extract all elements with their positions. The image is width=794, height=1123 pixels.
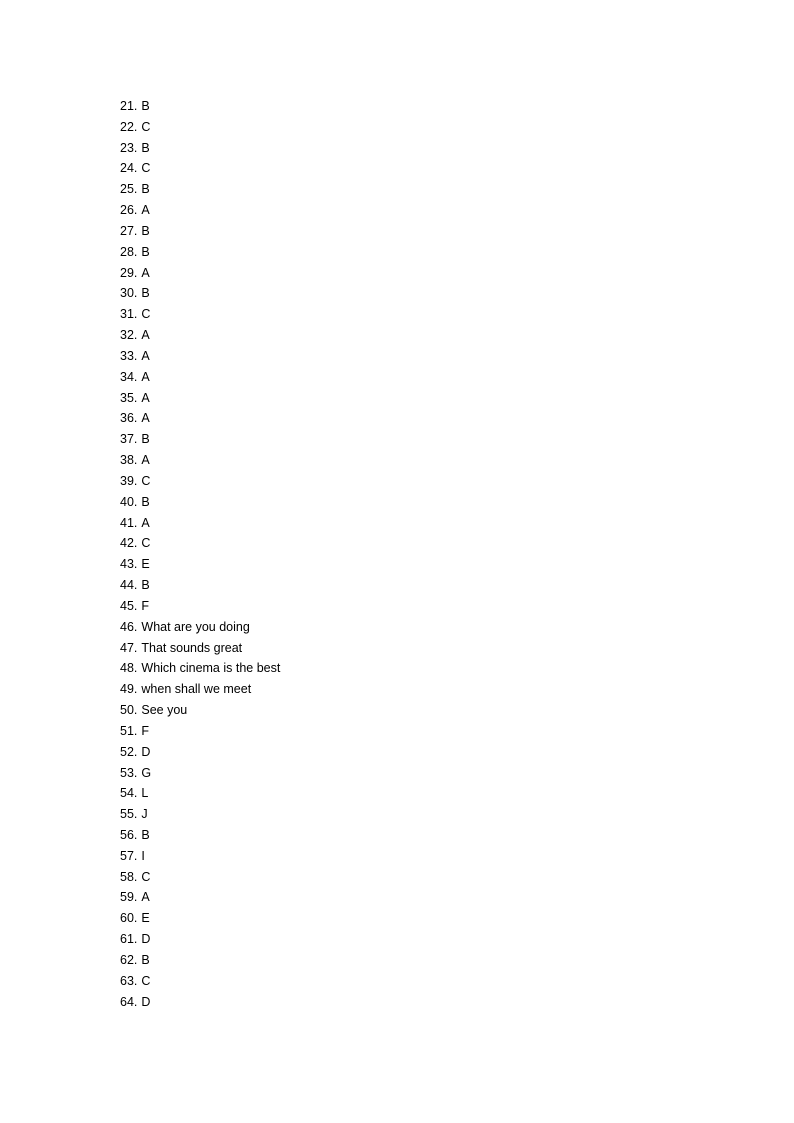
answer-value: C — [141, 536, 151, 551]
question-number: 22. — [120, 119, 138, 134]
question-number: 55. — [120, 807, 138, 822]
answer-value: B — [141, 223, 150, 238]
answer-value: F — [141, 598, 150, 613]
question-number: 36. — [120, 411, 138, 426]
answer-value: B — [141, 244, 150, 259]
answer-item — [120, 221, 520, 242]
question-number: 41. — [120, 515, 138, 530]
answer-value: J — [141, 807, 148, 822]
answer-item — [120, 96, 520, 117]
answer-value: B — [141, 182, 150, 197]
answer-value: See you — [141, 703, 188, 718]
answer-item — [120, 950, 520, 971]
answer-value: when shall we meet — [141, 682, 252, 697]
answer-item — [120, 783, 520, 804]
question-number: 38. — [120, 453, 138, 468]
question-number: 54. — [120, 786, 138, 801]
question-number: 27. — [120, 223, 138, 238]
answer-value: C — [141, 119, 151, 134]
answer-value: C — [141, 473, 151, 488]
question-number: 48. — [120, 661, 138, 676]
answer-value: A — [141, 265, 150, 280]
answer-value: A — [141, 515, 150, 530]
answer-item — [120, 367, 520, 388]
answer-item — [120, 929, 520, 950]
answer-value: B — [141, 578, 150, 593]
answer-value: B — [141, 99, 150, 113]
question-number: 45. — [120, 598, 138, 613]
question-number: 63. — [120, 973, 138, 988]
answer-item — [120, 179, 520, 200]
answer-item — [120, 658, 520, 679]
answer-item — [120, 471, 520, 492]
answer-item — [120, 617, 520, 638]
question-number: 24. — [120, 161, 138, 176]
answer-value: A — [141, 411, 150, 426]
answer-item — [120, 763, 520, 784]
question-number: 28. — [120, 244, 138, 259]
question-number: 57. — [120, 848, 138, 863]
answer-value: That sounds great — [141, 640, 243, 655]
answer-item — [120, 325, 520, 346]
question-number: 39. — [120, 473, 138, 488]
answer-item — [120, 596, 520, 617]
question-number: 21. — [120, 99, 138, 113]
answer-item — [120, 887, 520, 908]
question-number: 50. — [120, 703, 138, 718]
answer-item — [120, 679, 520, 700]
answer-item — [120, 304, 520, 325]
answer-value: B — [141, 140, 150, 155]
question-number: 47. — [120, 640, 138, 655]
question-number: 33. — [120, 348, 138, 363]
answer-item — [120, 388, 520, 409]
answer-item — [120, 533, 520, 554]
question-number: 35. — [120, 390, 138, 405]
question-number: 26. — [120, 203, 138, 218]
answer-item — [120, 908, 520, 929]
answer-item — [120, 825, 520, 846]
answer-key-list — [120, 96, 520, 1012]
question-number: 32. — [120, 328, 138, 343]
question-number: 29. — [120, 265, 138, 280]
answer-item — [120, 554, 520, 575]
answer-value: D — [141, 994, 151, 1009]
answer-item — [120, 575, 520, 596]
answer-item — [120, 242, 520, 263]
answer-item — [120, 283, 520, 304]
question-number: 56. — [120, 827, 138, 842]
answer-item — [120, 700, 520, 721]
question-number: 58. — [120, 869, 138, 884]
answer-item — [120, 846, 520, 867]
question-number: 30. — [120, 286, 138, 301]
answer-item — [120, 408, 520, 429]
answer-value: C — [141, 973, 151, 988]
answer-item — [120, 742, 520, 763]
answer-value: B — [141, 286, 150, 301]
answer-item — [120, 971, 520, 992]
answer-item — [120, 638, 520, 659]
question-number: 60. — [120, 911, 138, 926]
question-number: 46. — [120, 619, 138, 634]
answer-value: E — [141, 911, 150, 926]
answer-item — [120, 804, 520, 825]
answer-item — [120, 721, 520, 742]
answer-item — [120, 429, 520, 450]
question-number: 42. — [120, 536, 138, 551]
answer-item — [120, 346, 520, 367]
question-number: 64. — [120, 994, 138, 1009]
answer-value: A — [141, 453, 150, 468]
question-number: 37. — [120, 432, 138, 447]
answer-value: G — [141, 765, 152, 780]
question-number: 51. — [120, 723, 138, 738]
question-number: 23. — [120, 140, 138, 155]
answer-value: L — [141, 786, 149, 801]
answer-value: A — [141, 890, 150, 905]
answer-value: A — [141, 369, 150, 384]
answer-value: I — [141, 848, 145, 863]
answer-item — [120, 200, 520, 221]
answer-value: B — [141, 432, 150, 447]
answer-value: A — [141, 348, 150, 363]
answer-value: B — [141, 494, 150, 509]
answer-value: B — [141, 952, 150, 967]
answer-value: D — [141, 932, 151, 947]
answer-value: D — [141, 744, 151, 759]
question-number: 43. — [120, 557, 138, 572]
answer-value: B — [141, 827, 150, 842]
question-number: 49. — [120, 682, 138, 697]
answer-item — [120, 513, 520, 534]
answer-item — [120, 867, 520, 888]
answer-value: C — [141, 161, 151, 176]
answer-value: F — [141, 723, 150, 738]
question-number: 31. — [120, 307, 138, 322]
answer-item — [120, 450, 520, 471]
answer-value: A — [141, 203, 150, 218]
answer-value: C — [141, 869, 151, 884]
question-number: 59. — [120, 890, 138, 905]
question-number: 34. — [120, 369, 138, 384]
question-number: 44. — [120, 578, 138, 593]
question-number: 40. — [120, 494, 138, 509]
answer-value: A — [141, 328, 150, 343]
answer-item — [120, 138, 520, 159]
answer-item — [120, 117, 520, 138]
answer-item — [120, 263, 520, 284]
question-number: 61. — [120, 932, 138, 947]
question-number: 25. — [120, 182, 138, 197]
question-number: 52. — [120, 744, 138, 759]
answer-value: A — [141, 390, 150, 405]
answer-value: E — [141, 557, 150, 572]
answer-item — [120, 492, 520, 513]
answer-value: C — [141, 307, 151, 322]
question-number: 53. — [120, 765, 138, 780]
answer-item — [120, 992, 520, 1013]
answer-value: What are you doing — [141, 619, 250, 634]
question-number: 62. — [120, 952, 138, 967]
answer-item — [120, 158, 520, 179]
answer-value: Which cinema is the best — [141, 661, 281, 676]
